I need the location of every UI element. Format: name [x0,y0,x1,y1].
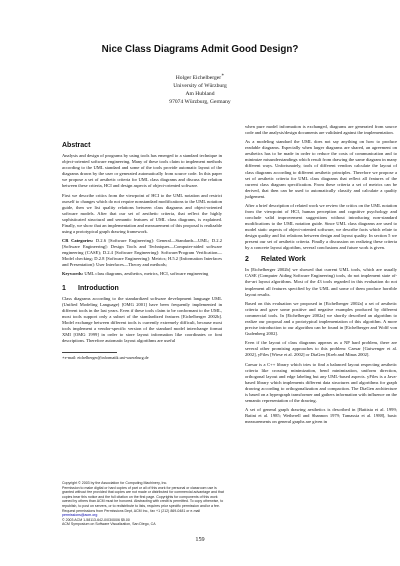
footnote-divider [62,352,117,353]
copyright-line-4: ACM Symposium on Software Visualization, San Diego, CA [62,522,156,527]
right-column [245,124,397,428]
author-name: Holger Eichelberger∗ [175,73,225,81]
related-work-title: Related Work [261,256,306,264]
abstract-heading: Abstract [62,142,91,149]
copyright-block [62,481,225,527]
left-column [62,143,222,360]
related-paragraph-2: Based on this evaluation we proposed in [Eichelberger 2002a] a set of aesthetic criteria and gave some positive and negative examples produced by different commercial tools. In [Eichelberger 2002a] we shortly described an algorithm to realize our proposal and a prototypical implementation of this algorithm. A more precise introduction to our algorithm can be found in [Eichelberger and Wolff von Gudenberg 2002]. [245,300,397,337]
related-work-heading [245,257,397,263]
intro-paragraph-3: As a modeling standard the UML does not say anything on how to produce readable diagrams. Especially when larger diagrams are shared, an agreement on aesthetics has to be made in order to reduce the costs of communication and to minimize misunderstandings which result from drawing the same diagram in many different ways. Unfortunately, tools of different vendors calculate the layout of class diagrams according to different aesthetic principles. Therefore we propose a set of aesthetic criteria for UML class diagrams that reflect all features of the current class diagram specification. From these criteria a set of metrics can be derived, that then can be used to automatically classify and calculate a quality judgement. [245,139,397,199]
intro-paragraph-4: After a brief description of related work we review the critics on the UML notation from the viewpoint of HCI, human perception and cognitive psychology and conclude valid improvement suggestions without introducing non-standard modifications to the UML notation guide. Since UML class diagrams are used to model static aspects of object-oriented software, we describe facts which relate to design quality and list relations between design and layout quality. In section 5 we present our set of aesthetic criteria. Finally a discussion on realizing these criteria by a concrete layout algorithm, several conclusions and future work is given. [245,202,397,251]
intro-heading [62,286,222,292]
author-block [0,72,400,107]
footnote-marker: ∗ [221,73,225,78]
footnote-email: ∗e-mail: eichelberger@informatik.uni-wuerzburg.de [62,354,149,360]
cr-categories [62,238,222,268]
copyright-line-1: Copyright © 2003 by the Association for Computing Machinery, Inc. [62,481,168,485]
related-paragraph-5: A set of general graph drawing aesthetics is described in [Battista et al. 1999; Batini et al. 1985; Wetherell and Shannon 1979; Tamassia et al. 1988], basic measurements on general graphs are given in [245,407,397,425]
related-paragraph-4: Caesar is a C++ library which tries to find a balanced layout respecting aesthetic criteria like crossing minimization, bend minimization, uniform direction, orthogonal layout and edge labeling but any UML-based aspects. yFiles is a Java-based library which implements different data structures and algorithms for graph drawing according to orthogonalization and compaction. The DiaGen architecture is based on a hypergraph transformer and gathers information with influence on the semantic representation of the drawing. [245,361,397,403]
keywords-text: UML class diagrams, aesthetics, metrics, HCI, software engineering [84,271,209,277]
intro-paragraph-2: when pure model information is exchanged, diagrams are generated from source code and the analysis/design documents are validated against the implementation. [245,124,397,136]
cr-categories-label: CR Categories: [62,238,94,244]
related-work-number: 2 [245,256,249,264]
keywords-label: Keywords: [62,271,84,277]
cr-categories-text: D.2.6 [Software Engineering]: General—Standards—UML; D.2.2 [Software Engineering]: Design Tools and Techniques—Computer-aided software engineering (CASE); D.2.4 [Software Engineering]: Software/Program Verification—Model checking; D.2.8 [Software Engineering]: Metrics; H.5.2 [Information Interfaces and Presentation]: User Interfaces—Theory and methods; [62,238,222,268]
author-city: 97074 Würzburg, Germany [169,99,231,106]
keywords [62,271,222,277]
intro-number: 1 [62,284,66,292]
author-affiliation: University of Würzburg [173,83,227,90]
intro-paragraph-1: Class diagrams according to the standardized software development language UML (Unified Modeling Language) [OMG 2001] have been frequently implemented in different tools in the last years. Even if these tools claim to be conformant to the UML, most tools support only a subset of the standardized features [Eichelberger 2002b]. Model exchange between different tools is currently extremely difficult, because most tools implement a vendor-specific version of the standard model interchange format XMI [OMG 1999] in order to store layout information like coordinates or font descriptions. Therefore automatic layout algorithms are useful [62,295,222,343]
copyright-permission: Permission to make digital or hard copies of part or all of this work for personal or classroom use is granted without fee provided that copies are not made or distributed for commercial advantage and that copies bear this notice and the full citation on the first page. Copyrights for components of this work owned by others than ACM must be honored. Abstracting with credit is permitted. To copy otherwise, to republish, to post on servers, or to redistribute to lists, requires prior specific permission and/or a fee. Request permissions from Permissions Dept, ACM Inc., fax +1 (212) 869-0481 or e-mail permissions@acm.org [62,485,224,518]
page-number: 159 [195,536,205,543]
paper-title: Nice Class Diagrams Admit Good Design? [101,44,299,55]
related-paragraph-3: Even if the layout of class diagrams appears as a NP hard problem, there are several other promising approaches to this problem: Caesar [Gutwenger et al. 2002], yFiles [Wiese et al. 2002] or DiaGen [Kreb and Minas 2002]. [245,340,397,358]
related-paragraph-1: In [Eichelberger 2002b] we showed that current UML tools, which are usually CASE (Computer Aiding Software Engineering) tools, do not implement state of-the-art layout algorithms. Most of the 43 tools regarded in this evaluation do not implement all features specified by the UML and some of them produce horrible layout results. [245,267,397,297]
copyright-line-3: © 2003 ACM 1-58113-642-0/03/0006 $5.00 [62,517,130,522]
intro-title: Introduction [78,284,119,292]
abstract-paragraph-1: Analysis and design of programs by using tools has emerged to a standard technique in object-oriented software engineering. Many of these tools claim to implement methods according to the UML standard and some of the tools provide automatic layout of the diagrams drawn by the user or generated automatically from source code. In this paper we propose a set of aesthetic criteria for UML class diagrams and discuss the relation between these criteria, HCI and design aspects of object-oriented software. [62,153,222,189]
author-street: Am Hubland [185,91,215,98]
abstract-paragraph-2: First we describe critics from the viewpoint of HCI to the UML notation and restrict ourself to changes which do not require nonstandard modifications to the UML notation guide, then we list quality relations between class diagrams and object-oriented software models. After that our set of aesthetic criteria, that reflect the highly sophisticated structural and semantic features of UML class diagrams, is explained. Finally, we show that an implementation and measurement of this proposal is realizable using a prototypical graph drawing framework. [62,192,222,234]
permissions-email-link[interactable]: permissions@acm.org [62,513,98,518]
